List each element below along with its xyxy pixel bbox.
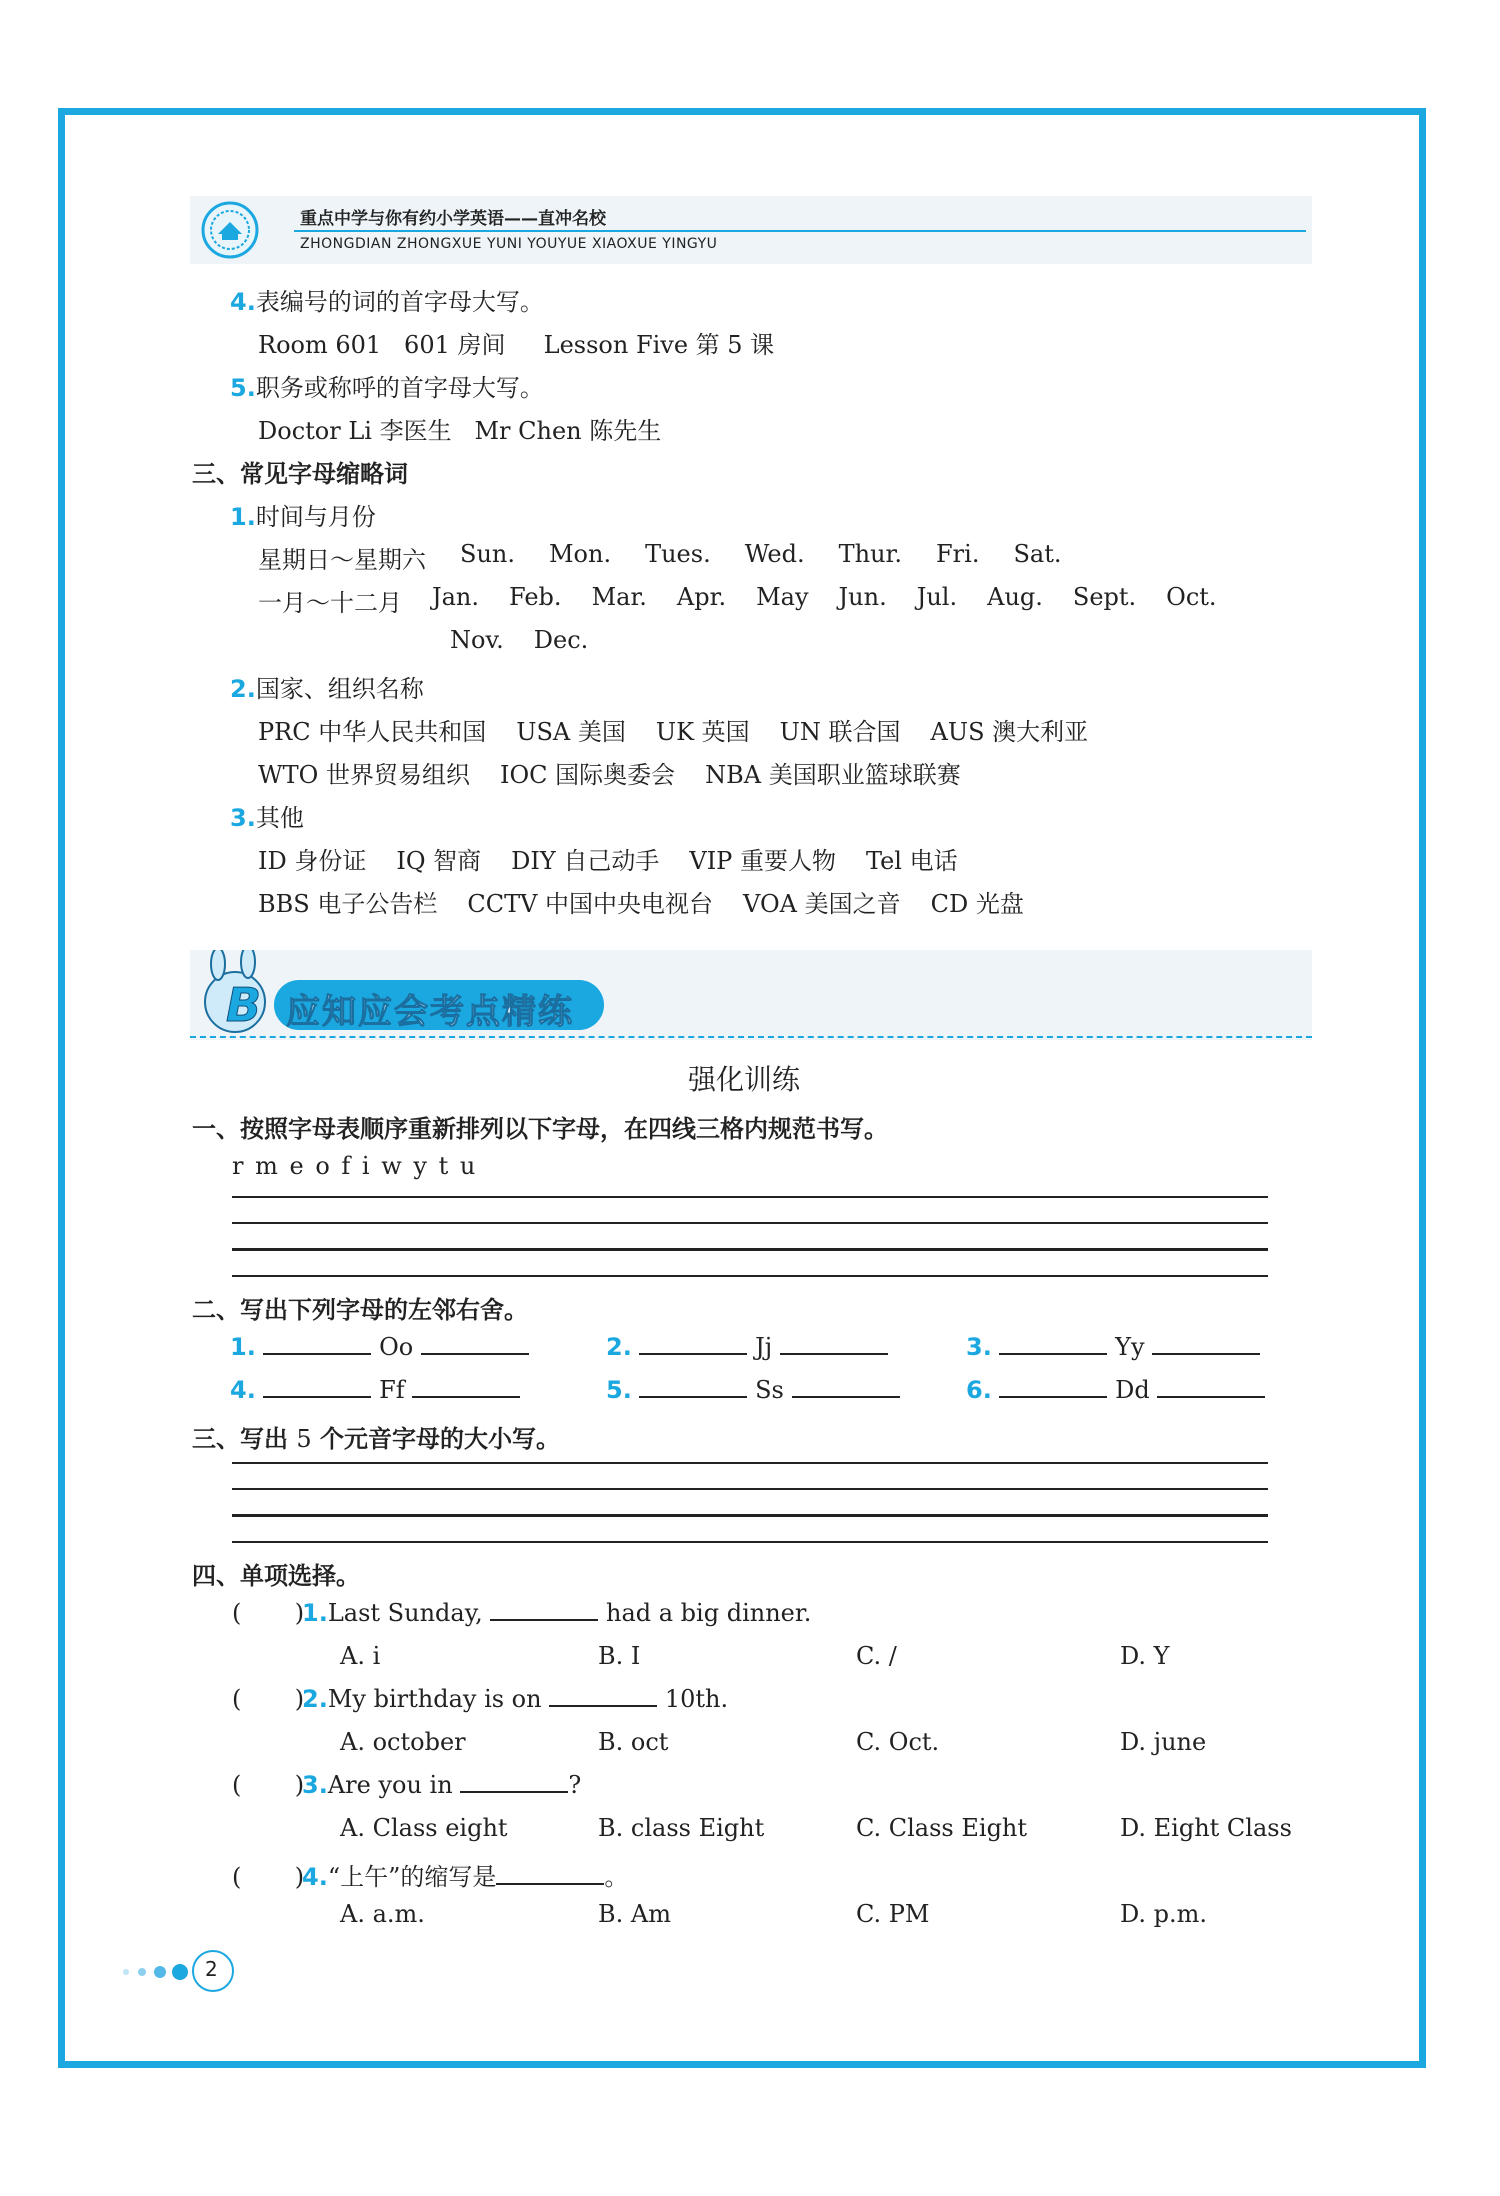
abbr-item: IOC 国际奥委会 bbox=[499, 761, 676, 789]
month: Dec. bbox=[533, 626, 589, 654]
section-banner bbox=[190, 950, 1312, 1040]
mc-stem: 10th. bbox=[664, 1685, 729, 1713]
abbr-item: VIP 重要人物 bbox=[689, 847, 836, 875]
month: Nov. bbox=[450, 626, 504, 654]
answer-blank[interactable] bbox=[460, 1771, 568, 1793]
rule-4-number: 4. bbox=[230, 288, 256, 316]
abbr-item: BBS 电子公告栏 bbox=[258, 890, 438, 918]
q3-title-part: 个元音字母的大小写。 bbox=[320, 1425, 560, 1453]
mc-option[interactable]: C. PM bbox=[856, 1900, 930, 1928]
mc-option[interactable]: B. oct bbox=[598, 1728, 669, 1756]
mc-option[interactable]: B. I bbox=[598, 1642, 641, 1670]
q2-number: 2. bbox=[606, 1333, 632, 1361]
header-divider bbox=[294, 230, 1306, 232]
weekday: Tues. bbox=[645, 540, 711, 568]
answer-paren[interactable]: ( ) bbox=[232, 1685, 305, 1713]
mc-stem: “上午”的缩写是 bbox=[327, 1863, 497, 1891]
answer-blank[interactable] bbox=[792, 1376, 900, 1398]
sub-3-number: 3. bbox=[230, 804, 256, 832]
abbr-item: UK 英国 bbox=[655, 718, 750, 746]
month: Mar. bbox=[591, 583, 647, 611]
writing-lines-1[interactable] bbox=[232, 1196, 1268, 1301]
section-3-title: 三、常见字母缩略词 bbox=[192, 460, 408, 488]
month: Sept. bbox=[1072, 583, 1137, 611]
answer-blank[interactable] bbox=[999, 1376, 1107, 1398]
answer-paren[interactable]: ( ) bbox=[232, 1771, 305, 1799]
rule-5-title bbox=[230, 368, 544, 403]
sub-1-title bbox=[230, 497, 376, 532]
sub-2-text: 国家、组织名称 bbox=[255, 675, 424, 703]
mc-option[interactable]: D. p.m. bbox=[1120, 1900, 1208, 1928]
mc-option[interactable]: A. a.m. bbox=[340, 1900, 425, 1928]
answer-paren[interactable]: ( ) bbox=[232, 1599, 305, 1627]
sub-2-title bbox=[230, 669, 424, 704]
page-number: 2 bbox=[205, 1957, 218, 1981]
mc-stem: Are you in bbox=[327, 1771, 453, 1799]
mc-option[interactable]: C. Oct. bbox=[856, 1728, 940, 1756]
rule-5-number: 5. bbox=[230, 374, 256, 402]
q3-title bbox=[192, 1419, 560, 1454]
rule-5-text: 职务或称呼的首字母大写。 bbox=[255, 374, 544, 402]
weekday-line bbox=[258, 540, 1061, 575]
abbr-item: DIY 自己动手 bbox=[511, 847, 660, 875]
header-subtitle: ZHONGDIAN ZHONGXUE YUNI YOUYUE XIAOXUE YINGYU bbox=[300, 236, 718, 252]
practice-title: 强化训练 bbox=[688, 1063, 801, 1096]
q3-title-part: 三、写出 bbox=[192, 1425, 288, 1453]
q1-title: 一、按照字母表顺序重新排列以下字母，在四线三格内规范书写。 bbox=[192, 1115, 888, 1143]
banner-dashed-line bbox=[190, 1036, 1312, 1038]
month: Aug. bbox=[987, 583, 1043, 611]
q1-letters: r m e o f i w y t u bbox=[232, 1152, 478, 1180]
month-line bbox=[258, 583, 1217, 618]
sub-3-text: 其他 bbox=[255, 804, 304, 832]
q2-item bbox=[606, 1376, 900, 1404]
other-line-2 bbox=[258, 884, 1024, 919]
mc-option[interactable]: B. class Eight bbox=[598, 1814, 765, 1842]
sub-3-title bbox=[230, 798, 304, 833]
month: Feb. bbox=[509, 583, 562, 611]
rule-4-text: 表编号的词的首字母大写。 bbox=[255, 288, 544, 316]
q2-letter: Oo bbox=[379, 1333, 414, 1361]
rule-4-title bbox=[230, 282, 544, 317]
q3-title-number: 5 bbox=[296, 1425, 312, 1453]
weekday: Sat. bbox=[1013, 540, 1062, 568]
weekday: Wed. bbox=[744, 540, 805, 568]
abbr-item: USA 美国 bbox=[516, 718, 626, 746]
q2-letter: Jj bbox=[755, 1333, 773, 1361]
q2-number: 3. bbox=[966, 1333, 992, 1361]
month: May bbox=[756, 583, 809, 611]
month: Oct. bbox=[1166, 583, 1217, 611]
abbr-item: CD 光盘 bbox=[930, 890, 1024, 918]
abbr-item: ID 身份证 bbox=[258, 847, 367, 875]
abbr-item: NBA 美国职业篮球联赛 bbox=[705, 761, 961, 789]
answer-blank[interactable] bbox=[263, 1376, 371, 1398]
weekday: Mon. bbox=[548, 540, 612, 568]
abbr-item: IQ 智商 bbox=[396, 847, 482, 875]
banner-text: 应知应会考点精练 bbox=[286, 992, 574, 1032]
mc-option[interactable]: A. Class eight bbox=[340, 1814, 508, 1842]
other-line-1 bbox=[258, 841, 958, 876]
header-title: 重点中学与你有约小学英语——直冲名校 bbox=[300, 209, 606, 229]
abbr-item: Tel 电话 bbox=[865, 847, 958, 875]
answer-blank[interactable] bbox=[421, 1333, 529, 1355]
answer-blank[interactable] bbox=[412, 1376, 520, 1398]
month: Jul. bbox=[916, 583, 958, 611]
month: Apr. bbox=[676, 583, 727, 611]
abbr-item: PRC 中华人民共和国 bbox=[258, 718, 487, 746]
answer-blank[interactable] bbox=[496, 1863, 604, 1885]
weekday: Sun. bbox=[460, 540, 515, 568]
q2-item bbox=[606, 1333, 888, 1361]
answer-paren[interactable]: ( ) bbox=[232, 1863, 305, 1891]
country-line-1 bbox=[258, 712, 1088, 747]
answer-blank[interactable] bbox=[999, 1333, 1107, 1355]
q2-title: 二、写出下列字母的左邻右舍。 bbox=[192, 1296, 528, 1324]
sub-1-text: 时间与月份 bbox=[255, 503, 376, 531]
weekday: Fri. bbox=[936, 540, 980, 568]
mc-stem: had a big dinner. bbox=[605, 1599, 812, 1627]
answer-blank[interactable] bbox=[639, 1333, 747, 1355]
page-footer bbox=[118, 1950, 248, 1994]
abbr-item: CCTV 中国中央电视台 bbox=[467, 890, 714, 918]
mc-option[interactable]: A. october bbox=[340, 1728, 466, 1756]
mc-stem: Last Sunday, bbox=[327, 1599, 483, 1627]
mc-number: 3. bbox=[302, 1771, 328, 1799]
mc-number: 2. bbox=[302, 1685, 328, 1713]
week-label: 星期日～星期六 bbox=[258, 546, 426, 574]
q2-item bbox=[230, 1333, 529, 1361]
q2-number: 1. bbox=[230, 1333, 256, 1361]
mc-question bbox=[232, 1857, 628, 1892]
country-line-2 bbox=[258, 755, 961, 790]
q2-item bbox=[966, 1376, 1265, 1404]
q2-item bbox=[966, 1333, 1260, 1361]
abbr-item: AUS 澳大利亚 bbox=[930, 718, 1089, 746]
mc-question bbox=[232, 1771, 581, 1799]
q2-number: 6. bbox=[966, 1376, 992, 1404]
mc-number: 1. bbox=[302, 1599, 328, 1627]
q2-letter: Ss bbox=[755, 1376, 784, 1404]
mc-stem: My birthday is on bbox=[327, 1685, 542, 1713]
month-line-2 bbox=[450, 626, 588, 654]
q2-letter: Yy bbox=[1115, 1333, 1145, 1361]
mc-option[interactable]: D. Y bbox=[1120, 1642, 1170, 1670]
answer-blank[interactable] bbox=[780, 1333, 888, 1355]
mc-option[interactable]: C. Class Eight bbox=[856, 1814, 1028, 1842]
mc-question bbox=[232, 1685, 728, 1713]
q4-title: 四、单项选择。 bbox=[192, 1562, 360, 1590]
rule-5-example: Doctor Li 李医生 Mr Chen 陈先生 bbox=[258, 417, 662, 445]
answer-blank[interactable] bbox=[263, 1333, 371, 1355]
mc-number: 4. bbox=[302, 1863, 328, 1891]
page-header bbox=[190, 196, 1312, 264]
abbr-item: VOA 美国之音 bbox=[743, 890, 901, 918]
answer-blank[interactable] bbox=[549, 1685, 657, 1707]
q2-letter: Ff bbox=[379, 1376, 405, 1404]
month-label: 一月～十二月 bbox=[258, 589, 402, 617]
answer-blank[interactable] bbox=[490, 1599, 598, 1621]
q2-item bbox=[230, 1376, 520, 1404]
rule-4-example: Room 601 601 房间 Lesson Five 第 5 课 bbox=[258, 331, 775, 359]
q2-number: 4. bbox=[230, 1376, 256, 1404]
mc-option[interactable]: A. i bbox=[340, 1642, 381, 1670]
abbr-item: WTO 世界贸易组织 bbox=[258, 761, 470, 789]
q2-grid bbox=[230, 1333, 1270, 1423]
dots-decoration-icon bbox=[118, 1962, 188, 1982]
month: Jun. bbox=[838, 583, 887, 611]
weekday: Thur. bbox=[838, 540, 903, 568]
abbr-item: UN 联合国 bbox=[779, 718, 901, 746]
mc-option[interactable]: B. Am bbox=[598, 1900, 671, 1928]
writing-lines-2[interactable] bbox=[232, 1462, 1268, 1567]
banner-letter-b: B bbox=[226, 978, 262, 1032]
sub-2-number: 2. bbox=[230, 675, 256, 703]
sub-1-number: 1. bbox=[230, 503, 256, 531]
mc-stem: ? bbox=[568, 1771, 582, 1799]
mc-question bbox=[232, 1599, 811, 1627]
q2-number: 5. bbox=[606, 1376, 632, 1404]
school-emblem-icon bbox=[200, 200, 260, 260]
mc-option[interactable]: D. Eight Class bbox=[1120, 1814, 1292, 1842]
q2-letter: Dd bbox=[1115, 1376, 1150, 1404]
answer-blank[interactable] bbox=[1157, 1376, 1265, 1398]
mc-option[interactable]: C. / bbox=[856, 1642, 897, 1670]
answer-blank[interactable] bbox=[1152, 1333, 1260, 1355]
answer-blank[interactable] bbox=[639, 1376, 747, 1398]
mc-stem: 。 bbox=[604, 1863, 629, 1891]
month: Jan. bbox=[432, 583, 480, 611]
mc-option[interactable]: D. june bbox=[1120, 1728, 1207, 1756]
